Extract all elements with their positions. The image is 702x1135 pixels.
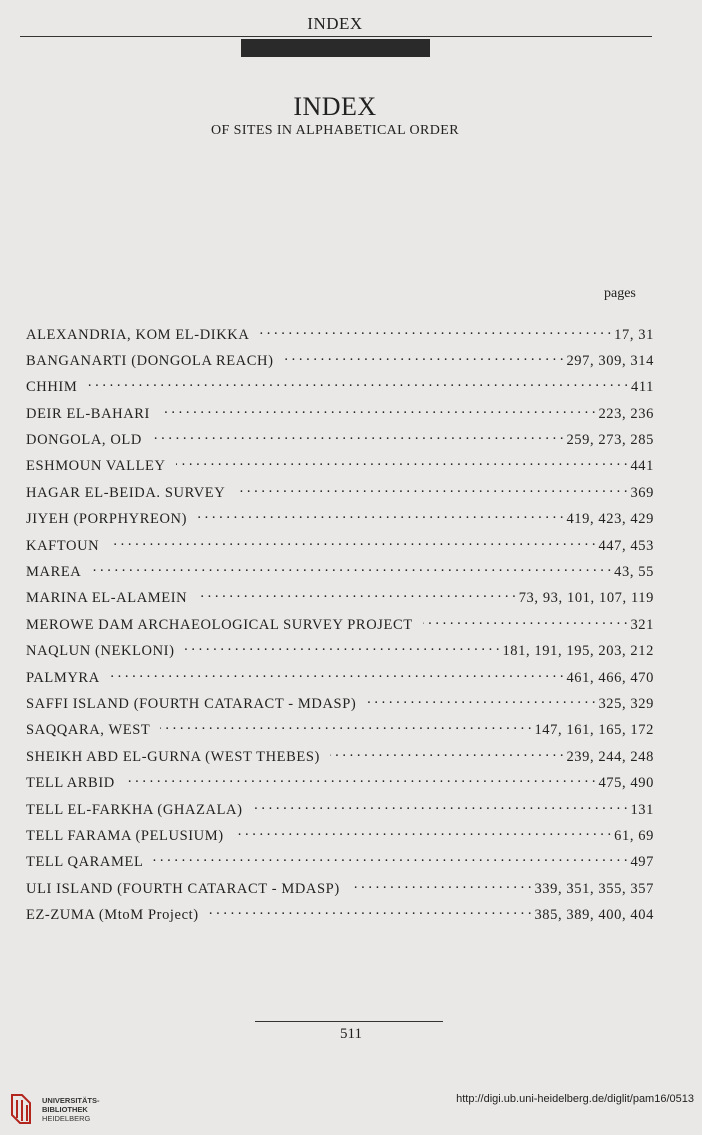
entry-site-name: DONGOLA, OLD (26, 432, 142, 449)
entry-site-name: SHEIKH ABD EL-GURNA (WEST THEBES) (26, 748, 320, 765)
entry-site-name: EZ-ZUMA (MtoM Project) (26, 907, 199, 924)
header-block (241, 39, 430, 57)
dot-leader (253, 799, 628, 814)
index-entry (26, 562, 654, 588)
entry-site-name: SAFFI ISLAND (FOURTH CATARACT - MDASP) (26, 695, 357, 712)
dot-leader (234, 825, 611, 840)
dot-leader (87, 377, 628, 392)
index-entry (26, 535, 654, 561)
entry-site-name: ULI ISLAND (FOURTH CATARACT - MDASP) (26, 880, 340, 897)
entry-site-name: KAFTOUN (26, 537, 100, 554)
library-logo (8, 1092, 100, 1126)
header-rule (20, 36, 652, 37)
index-entry (26, 878, 654, 904)
library-name-line-2: BIBLIOTHEK (42, 1104, 88, 1114)
page-subtitle: OF SITES IN ALPHABETICAL ORDER (211, 123, 459, 138)
index-entry (26, 905, 654, 931)
index-entry (26, 588, 654, 614)
dot-leader (91, 562, 611, 577)
dot-leader (423, 614, 628, 629)
entry-page-numbers: 369 (630, 484, 654, 501)
index-entries (26, 324, 654, 931)
footer-rule (255, 1021, 443, 1022)
entry-page-numbers: 411 (630, 379, 654, 396)
entry-page-numbers: 497 (630, 854, 654, 871)
dot-leader (152, 430, 564, 445)
entry-page-numbers: 259, 273, 285 (566, 432, 654, 449)
entry-site-name: NAQLUN (NEKLONI) (26, 643, 175, 660)
index-entry (26, 456, 654, 482)
page-title: INDEX (293, 92, 377, 121)
index-entry (26, 430, 654, 456)
index-entry (26, 350, 654, 376)
dot-leader (153, 852, 627, 867)
index-entry (26, 377, 654, 403)
dot-leader (185, 641, 500, 656)
index-entry (26, 799, 654, 825)
entry-page-numbers: 239, 244, 248 (566, 748, 654, 765)
entry-site-name: HAGAR EL-BEIDA. SURVEY (26, 484, 226, 501)
entry-page-numbers: 73, 93, 101, 107, 119 (518, 590, 654, 607)
entry-site-name: CHHIM (26, 379, 78, 396)
dot-leader (235, 482, 627, 497)
index-entry (26, 324, 654, 350)
entry-page-numbers: 325, 329 (598, 695, 654, 712)
entry-page-numbers: 43, 55 (614, 564, 654, 581)
entry-page-numbers: 181, 191, 195, 203, 212 (502, 643, 654, 660)
index-entry (26, 773, 654, 799)
entry-site-name: MEROWE DAM ARCHAEOLOGICAL SURVEY PROJECT (26, 616, 413, 633)
dot-leader (209, 905, 532, 920)
entry-page-numbers: 475, 490 (598, 775, 654, 792)
index-entry (26, 693, 654, 719)
entry-page-numbers: 441 (630, 458, 654, 475)
entry-page-numbers: 61, 69 (614, 827, 654, 844)
dot-leader (330, 746, 563, 761)
index-entry (26, 641, 654, 667)
entry-site-name: BANGANARTI (DONGOLA REACH) (26, 352, 274, 369)
dot-leader (110, 667, 564, 682)
index-entry (26, 667, 654, 693)
index-entry (26, 720, 654, 746)
running-head: INDEX (307, 14, 363, 33)
dot-leader (366, 693, 595, 708)
entry-site-name: TELL FARAMA (PELUSIUM) (26, 827, 224, 844)
pages-column-label: pages (604, 286, 636, 301)
index-entry (26, 509, 654, 535)
entry-page-numbers: 419, 423, 429 (566, 511, 654, 528)
entry-site-name: JIYEH (PORPHYREON) (26, 511, 188, 528)
dot-leader (125, 773, 596, 788)
entry-site-name: TELL QARAMEL (26, 854, 144, 871)
entry-page-numbers: 131 (630, 801, 654, 818)
entry-page-numbers: 461, 466, 470 (566, 669, 654, 686)
entry-site-name: PALMYRA (26, 669, 100, 686)
page-number: 511 (340, 1026, 362, 1042)
entry-page-numbers: 223, 236 (598, 405, 654, 422)
index-entry (26, 852, 654, 878)
entry-page-numbers: 147, 161, 165, 172 (534, 722, 654, 739)
dot-leader (197, 588, 515, 603)
dot-leader (109, 535, 595, 550)
library-emblem-icon (8, 1092, 36, 1126)
entry-site-name: ESHMOUN VALLEY (26, 458, 166, 475)
dot-leader (350, 878, 532, 893)
index-entry (26, 825, 654, 851)
entry-page-numbers: 17, 31 (614, 326, 654, 343)
entry-site-name: DEIR EL-BAHARI (26, 405, 150, 422)
entry-site-name: MARINA EL-ALAMEIN (26, 590, 188, 607)
index-entry (26, 614, 654, 640)
dot-leader (197, 509, 563, 524)
entry-page-numbers: 447, 453 (598, 537, 654, 554)
dot-leader (284, 350, 564, 365)
entry-page-numbers: 385, 389, 400, 404 (534, 907, 654, 924)
index-entry (26, 482, 654, 508)
source-url-link[interactable]: http://digi.ub.uni-heidelberg.de/diglit/pam16/0513 (456, 1093, 694, 1105)
index-entry (26, 403, 654, 429)
entry-site-name: MAREA (26, 564, 82, 581)
dot-leader (176, 456, 628, 471)
dot-leader (160, 720, 531, 735)
entry-page-numbers: 297, 309, 314 (566, 352, 654, 369)
index-entry (26, 746, 654, 772)
dot-leader (160, 403, 595, 418)
entry-site-name: TELL EL-FARKHA (GHAZALA) (26, 801, 243, 818)
dot-leader (259, 324, 611, 339)
entry-site-name: SAQQARA, WEST (26, 722, 151, 739)
entry-page-numbers: 321 (630, 616, 654, 633)
entry-page-numbers: 339, 351, 355, 357 (534, 880, 654, 897)
library-name-line-3: HEIDELBERG (42, 1113, 91, 1123)
entry-site-name: TELL ARBID (26, 775, 115, 792)
entry-site-name: ALEXANDRIA, KOM EL-DIKKA (26, 326, 250, 343)
library-name-line-1: UNIVERSITÄTS- (42, 1095, 100, 1105)
